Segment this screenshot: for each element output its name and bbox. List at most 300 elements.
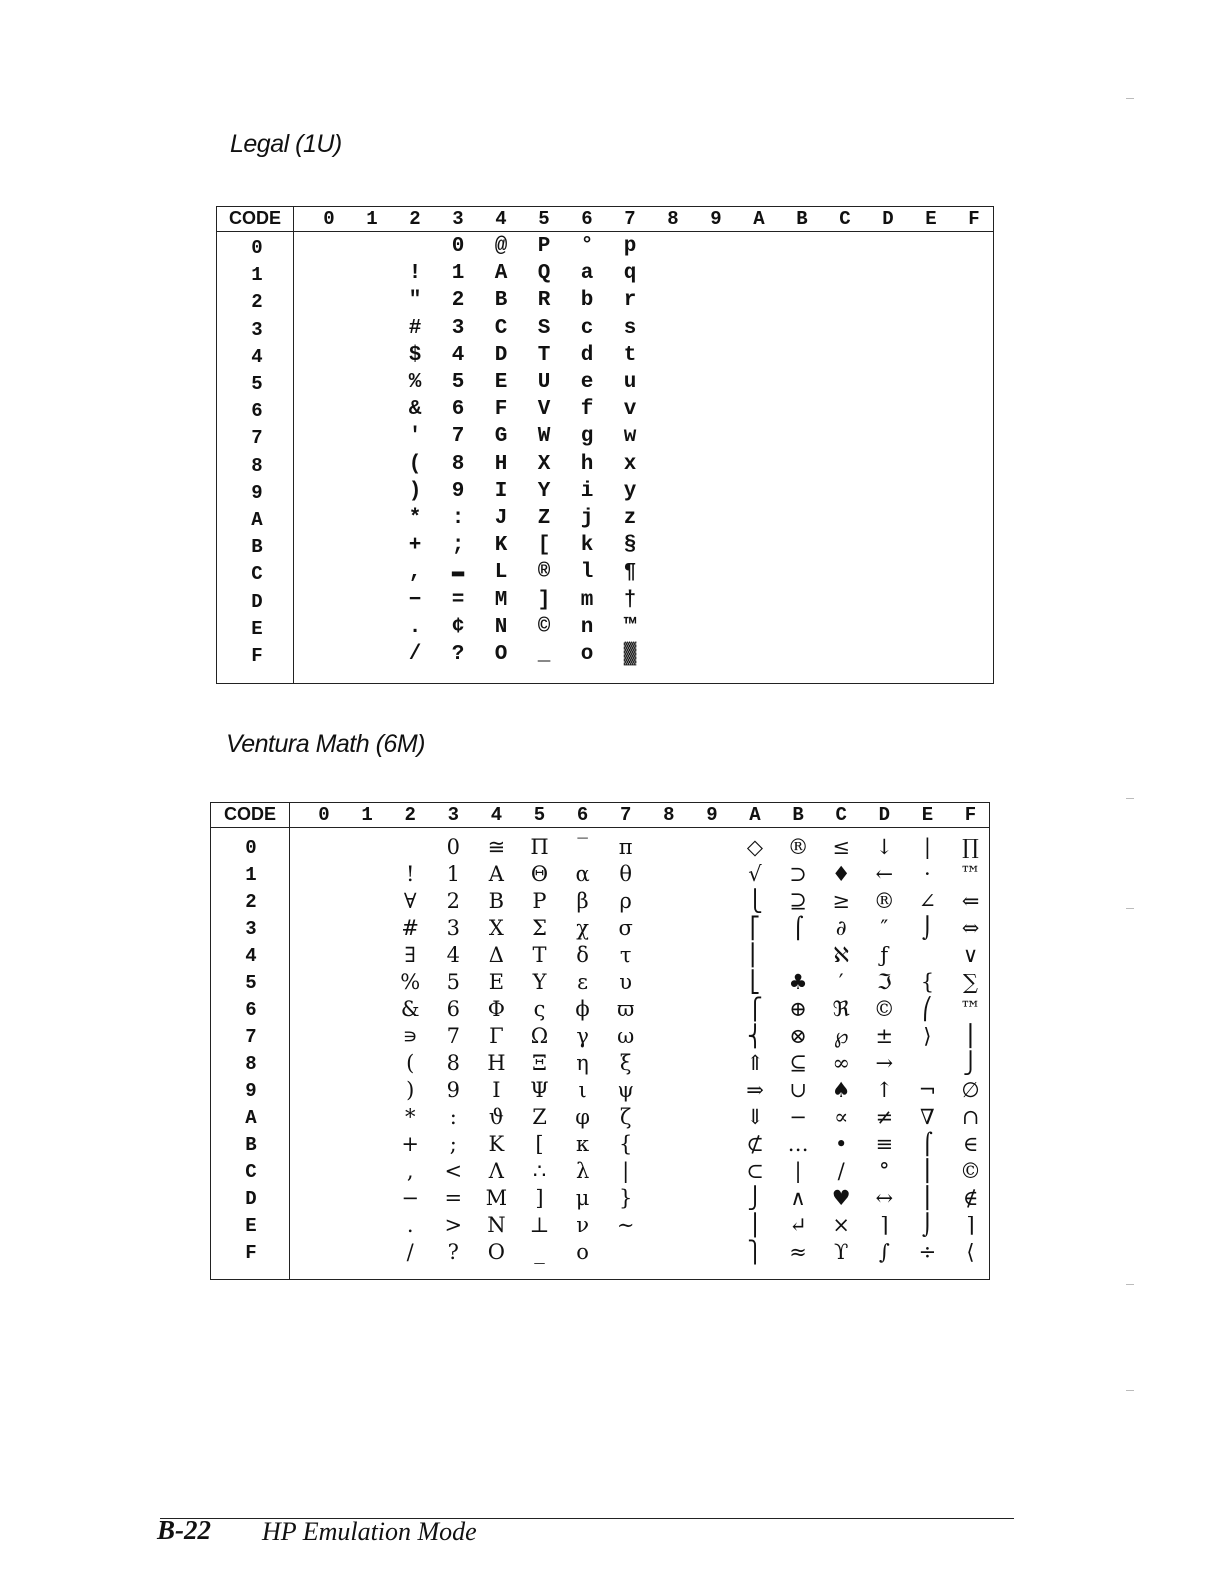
- character-cell: Ν: [487, 1213, 506, 1237]
- character-cell: ©: [873, 997, 895, 1021]
- character-cell: ⊃: [789, 862, 807, 886]
- character-cell: Ψ: [530, 1078, 549, 1102]
- character-cell: ℵ: [833, 943, 850, 967]
- character-cell: ρ: [619, 889, 632, 913]
- row-header: 7: [245, 1026, 257, 1048]
- character-cell: ↔: [875, 1186, 894, 1210]
- character-cell: c: [580, 316, 594, 340]
- column-header: 7: [619, 804, 632, 826]
- row-header: 3: [251, 318, 263, 341]
- character-cell: ⎨: [747, 1024, 763, 1048]
- character-cell: P: [537, 235, 551, 258]
- character-cell: ⊆: [789, 1051, 807, 1075]
- character-cell: 7: [451, 425, 465, 449]
- column-header: 8: [663, 804, 675, 826]
- row-header: 3: [245, 918, 257, 940]
- column-header: B: [796, 208, 808, 230]
- character-cell: +: [401, 1132, 419, 1156]
- character-cell: %: [408, 371, 422, 394]
- character-cell: ⇑: [746, 1051, 764, 1075]
- character-cell: ¶: [623, 561, 637, 585]
- character-cell: ∪: [789, 1078, 807, 1102]
- character-cell: •: [834, 1132, 848, 1156]
- character-cell: %: [400, 970, 421, 994]
- row-header: 1: [245, 864, 257, 886]
- character-cell: k: [580, 534, 594, 558]
- character-cell: H: [494, 452, 508, 476]
- character-cell: ⌡: [921, 1213, 933, 1237]
- character-cell: Ξ: [532, 1051, 547, 1075]
- character-cell: A: [494, 262, 508, 286]
- character-cell: L: [494, 561, 508, 585]
- character-cell: ™: [623, 615, 637, 639]
- character-cell: Η: [487, 1051, 506, 1075]
- character-cell: α: [575, 862, 590, 886]
- footer-title: HP Emulation Mode: [262, 1517, 477, 1546]
- character-cell: δ: [576, 943, 589, 967]
- row-header: E: [245, 1215, 257, 1237]
- character-cell: ⎛: [922, 997, 933, 1021]
- character-cell: →: [875, 1051, 894, 1075]
- row-header: C: [251, 563, 263, 586]
- character-cell: ℑ: [876, 970, 892, 994]
- scan-margin-mark: [1126, 1390, 1134, 1391]
- code-label: CODE: [228, 208, 281, 228]
- column-header: D: [878, 804, 890, 826]
- character-cell: y: [623, 479, 637, 503]
- character-cell: ι: [578, 1078, 587, 1102]
- column-header: 4: [490, 804, 503, 826]
- character-cell: ∍: [402, 1024, 418, 1048]
- character-cell: _: [537, 643, 551, 666]
- character-cell: :: [451, 507, 465, 530]
- character-cell: 7: [446, 1024, 460, 1048]
- character-cell: Y: [537, 479, 551, 503]
- character-cell: ⇔: [961, 916, 980, 940]
- character-cell: ↓: [875, 835, 894, 859]
- character-cell: ∞: [832, 1051, 850, 1075]
- character-cell: ″: [880, 916, 889, 940]
- row-header: D: [251, 590, 263, 613]
- character-cell: Δ: [488, 943, 504, 967]
- character-cell: d: [580, 343, 594, 367]
- character-cell: ∀: [403, 889, 417, 913]
- character-cell: !: [408, 262, 422, 286]
- character-cell: Ι: [492, 1078, 501, 1102]
- character-cell: υ: [619, 970, 633, 994]
- character-cell: ↵: [789, 1213, 807, 1237]
- column-header: 6: [581, 208, 593, 230]
- character-cell: ℜ: [832, 997, 850, 1021]
- character-cell: R: [537, 289, 551, 313]
- footer-page-number: B-22: [157, 1515, 211, 1545]
- character-cell: ∫: [878, 1240, 890, 1264]
- character-cell: 8: [446, 1051, 460, 1075]
- code-label: CODE: [223, 804, 276, 824]
- character-cell: ·: [924, 862, 931, 886]
- character-cell: §: [623, 534, 637, 558]
- character-cell: σ: [618, 916, 633, 940]
- character-cell: ⊥: [529, 1213, 550, 1237]
- character-cell: ≡: [875, 1132, 894, 1156]
- character-cell: i: [580, 479, 594, 503]
- row-header: F: [251, 645, 263, 667]
- character-cell: m: [580, 588, 594, 612]
- character-cell: ς: [533, 997, 546, 1021]
- character-cell: ®: [537, 561, 551, 585]
- column-header: F: [964, 804, 977, 826]
- row-header: F: [245, 1242, 257, 1264]
- character-cell: ⌉: [880, 1213, 889, 1237]
- character-cell: ⌡: [921, 916, 933, 940]
- character-cell: 1: [446, 862, 460, 886]
- character-cell: }: [619, 1186, 633, 1210]
- character-cell: a: [580, 262, 594, 286]
- character-cell: π: [618, 835, 633, 859]
- character-cell: 3: [446, 916, 460, 940]
- character-cell: ξ: [619, 1051, 632, 1075]
- character-cell: ▓: [623, 643, 637, 666]
- row-header: 5: [251, 373, 263, 395]
- character-cell: χ: [576, 916, 589, 940]
- row-header: 5: [245, 972, 257, 994]
- character-cell: (: [406, 1051, 415, 1075]
- character-cell: …: [787, 1132, 809, 1156]
- character-cell: ⎢: [749, 943, 761, 967]
- character-cell: ⊕: [789, 997, 807, 1021]
- character-cell: Ε: [488, 970, 505, 994]
- character-cell: Φ: [487, 997, 505, 1021]
- column-header: 9: [710, 208, 722, 230]
- character-cell: ∝: [834, 1105, 849, 1129]
- character-cell: S: [537, 316, 551, 340]
- character-cell: η: [576, 1051, 589, 1075]
- character-cell: ±: [875, 1024, 894, 1048]
- character-cell: b: [580, 289, 594, 313]
- column-header: D: [882, 208, 894, 230]
- character-cell: ƒ: [880, 943, 889, 967]
- character-cell: ⊗: [789, 1024, 807, 1048]
- character-cell: θ: [619, 862, 633, 886]
- character-cell: Γ: [489, 1024, 504, 1048]
- row-header: 6: [245, 999, 257, 1021]
- character-cell: ⟨: [966, 1240, 975, 1264]
- character-cell: s: [623, 316, 637, 340]
- character-cell: !: [405, 862, 415, 886]
- character-cell: ψ: [617, 1078, 634, 1102]
- column-header: 3: [452, 208, 464, 230]
- row-header: 2: [245, 891, 257, 913]
- column-header: C: [839, 208, 851, 230]
- row-header: 4: [251, 345, 263, 368]
- character-cell: ,: [408, 561, 422, 585]
- row-header: 9: [245, 1080, 257, 1102]
- character-cell: K: [494, 534, 508, 558]
- character-cell: ⎩: [747, 889, 763, 913]
- character-cell: ♠: [831, 1078, 851, 1102]
- character-table-ventura-math: [210, 802, 990, 1280]
- character-cell: Θ: [530, 862, 549, 886]
- character-cell: &: [408, 398, 422, 422]
- character-cell: ζ: [619, 1105, 632, 1129]
- row-header: 8: [251, 454, 263, 477]
- character-cell: ≅: [487, 835, 506, 859]
- scan-margin-mark: [1126, 1284, 1134, 1285]
- character-cell: ): [408, 479, 422, 503]
- character-cell: ⊄: [746, 1132, 764, 1156]
- character-cell: (: [408, 452, 422, 476]
- row-header: 2: [251, 291, 263, 314]
- character-cell: Π: [530, 835, 549, 859]
- character-cell: ∴: [532, 1159, 547, 1183]
- row-header: E: [251, 617, 263, 640]
- column-header: 2: [404, 804, 416, 826]
- character-cell: B: [494, 289, 508, 313]
- character-cell: −: [401, 1186, 419, 1210]
- character-cell: I: [494, 479, 508, 503]
- character-cell: −: [408, 588, 422, 612]
- character-cell: ⎭: [747, 1186, 763, 1210]
- character-cell: C: [494, 316, 508, 340]
- character-cell: ∂: [835, 916, 847, 940]
- character-cell: X: [537, 452, 551, 476]
- character-cell: #: [401, 916, 419, 940]
- character-cell: κ: [576, 1132, 590, 1156]
- character-cell: ¬: [918, 1078, 937, 1102]
- scan-margin-mark: [1126, 908, 1134, 909]
- character-cell: ⇐: [961, 889, 980, 913]
- character-cell: ©: [960, 1159, 981, 1183]
- column-header: 4: [495, 208, 507, 230]
- character-cell: ♦: [831, 862, 851, 886]
- character-cell: ⎡: [749, 916, 761, 940]
- character-cell: 0: [446, 835, 460, 859]
- character-cell: N: [494, 615, 508, 639]
- row-header: 8: [245, 1053, 257, 1075]
- character-cell: x: [623, 452, 637, 476]
- code-column-separator: [293, 207, 294, 683]
- row-header: B: [251, 536, 263, 559]
- character-cell: ∨: [962, 943, 979, 967]
- character-cell: /: [408, 643, 422, 666]
- character-cell: γ: [576, 1024, 589, 1048]
- character-cell: ∈: [962, 1132, 979, 1156]
- column-header: 5: [533, 804, 546, 826]
- character-cell: Ω: [530, 1024, 549, 1048]
- character-cell: #: [408, 316, 422, 340]
- character-cell: ÷: [918, 1240, 937, 1264]
- character-cell: Ρ: [532, 889, 547, 913]
- character-cell: ∅: [961, 1078, 980, 1102]
- character-cell: {: [619, 1132, 633, 1156]
- character-cell: w: [623, 425, 637, 449]
- character-cell: ϒ: [833, 1240, 849, 1264]
- character-cell: ϖ: [617, 997, 635, 1021]
- character-cell: Α: [488, 862, 504, 886]
- character-cell: 2: [446, 889, 460, 913]
- character-cell: ⎣: [749, 970, 761, 994]
- character-cell: λ: [575, 1159, 590, 1183]
- character-cell: E: [494, 371, 508, 394]
- character-cell: ⎮: [921, 1186, 933, 1210]
- character-cell: °: [879, 1159, 890, 1183]
- column-header: E: [925, 208, 937, 230]
- character-cell: q: [623, 262, 637, 286]
- character-cell: n: [580, 615, 594, 639]
- character-cell: M: [494, 588, 508, 612]
- character-cell: :: [449, 1105, 457, 1129]
- character-cell: ′: [408, 425, 422, 449]
- character-cell: ←: [875, 862, 894, 886]
- character-cell: 0: [451, 235, 465, 258]
- character-cell: *: [408, 507, 422, 530]
- character-cell: ≈: [789, 1240, 807, 1264]
- character-cell: ″: [408, 289, 422, 313]
- character-cell: °: [580, 235, 594, 258]
- character-cell: ν: [576, 1213, 589, 1237]
- character-cell: h: [580, 452, 594, 476]
- character-cell: /: [406, 1240, 414, 1264]
- character-cell: ⌉: [966, 1213, 975, 1237]
- character-cell: ∧: [790, 1186, 806, 1210]
- column-header: 1: [366, 208, 378, 230]
- character-cell: ⊇: [789, 889, 807, 913]
- row-header: 1: [251, 264, 263, 287]
- character-cell: z: [623, 507, 637, 530]
- character-cell: =: [451, 588, 465, 612]
- character-cell: &: [400, 997, 420, 1021]
- character-cell: ©: [537, 615, 551, 639]
- character-cell: ⇒: [746, 1078, 764, 1102]
- character-cell: Τ: [532, 943, 547, 967]
- column-header: 8: [667, 208, 679, 230]
- code-column-separator: [289, 803, 290, 1279]
- character-cell: ]: [537, 588, 551, 612]
- column-header: A: [749, 804, 761, 826]
- character-cell: Ζ: [532, 1105, 547, 1129]
- character-cell: ο: [576, 1240, 589, 1264]
- character-cell: ,: [406, 1159, 414, 1183]
- character-cell: ?: [451, 643, 465, 666]
- row-header: 7: [251, 427, 263, 450]
- character-cell: f: [580, 398, 594, 422]
- column-header: 0: [323, 208, 335, 230]
- row-header: 4: [245, 945, 257, 967]
- character-cell: O: [494, 643, 508, 666]
- character-cell: |: [923, 835, 931, 859]
- row-header: C: [245, 1161, 257, 1183]
- character-cell: U: [537, 371, 551, 394]
- column-header: 5: [538, 208, 550, 230]
- character-cell: ™: [960, 862, 981, 886]
- character-cell: j: [580, 507, 594, 530]
- character-cell: 4: [446, 943, 460, 967]
- column-header: 6: [576, 804, 589, 826]
- character-cell: ⊂: [746, 1159, 764, 1183]
- character-cell: ω: [617, 1024, 635, 1048]
- column-header: A: [753, 208, 765, 230]
- character-cell: ∏: [962, 835, 979, 859]
- column-header: 2: [409, 208, 421, 230]
- character-cell: p: [623, 235, 637, 258]
- column-header: 9: [706, 804, 718, 826]
- character-cell: ≥: [832, 889, 850, 913]
- character-cell: ⎪: [747, 1213, 763, 1237]
- character-cell: ∼: [616, 1213, 635, 1237]
- character-cell: ∇: [920, 1105, 935, 1129]
- row-header: A: [251, 509, 263, 531]
- character-cell: ♥: [831, 1186, 851, 1210]
- character-cell: 6: [451, 398, 465, 422]
- character-cell: ⌠: [792, 916, 804, 940]
- character-cell: ⇓: [746, 1105, 764, 1129]
- character-cell: $: [408, 343, 422, 367]
- section-title-ventura-math: Ventura Math (6M): [226, 730, 425, 758]
- character-cell: o: [580, 643, 594, 666]
- character-cell: 3: [451, 316, 465, 340]
- character-cell: ⎭: [962, 1051, 979, 1075]
- row-header: 0: [245, 837, 257, 859]
- character-cell: @: [494, 235, 508, 258]
- character-cell: ∑: [963, 970, 978, 994]
- character-cell: −: [789, 1105, 807, 1129]
- character-cell: Μ: [485, 1186, 508, 1210]
- row-header: 9: [251, 481, 263, 504]
- character-cell: +: [408, 534, 422, 558]
- character-cell: ↑: [875, 1078, 894, 1102]
- character-cell: ∉: [962, 1186, 979, 1210]
- character-cell: ⎧: [747, 997, 763, 1021]
- character-cell: <: [444, 1159, 463, 1183]
- character-cell: ]: [535, 1186, 544, 1210]
- character-cell: ≤: [832, 835, 850, 859]
- character-cell: ×: [832, 1213, 850, 1237]
- character-cell: μ: [575, 1186, 590, 1210]
- column-header: 0: [318, 804, 330, 826]
- character-cell: ε: [577, 970, 589, 994]
- character-cell: Λ: [488, 1159, 504, 1183]
- character-cell: ◇: [746, 835, 764, 859]
- character-cell: ∠: [918, 889, 937, 913]
- character-cell: v: [623, 398, 637, 422]
- character-cell: ∩: [961, 1105, 980, 1129]
- character-cell: F: [494, 398, 508, 422]
- character-cell: Ο: [487, 1240, 505, 1264]
- character-cell: e: [580, 371, 594, 394]
- character-cell: ¢: [451, 615, 465, 639]
- character-cell: 5: [446, 970, 460, 994]
- row-header: D: [245, 1188, 257, 1210]
- character-cell: 9: [451, 479, 465, 503]
- character-cell: ;: [449, 1132, 457, 1156]
- character-cell: ⎮: [921, 1159, 933, 1183]
- character-cell: |: [622, 1159, 630, 1183]
- scan-margin-mark: [1126, 98, 1134, 99]
- row-header: 6: [251, 400, 263, 423]
- character-cell: ⎫: [747, 1240, 763, 1264]
- character-cell: Χ: [488, 916, 504, 940]
- character-cell: V: [537, 398, 551, 422]
- character-cell: ⟩: [923, 1024, 932, 1048]
- character-cell: 5: [451, 371, 465, 394]
- character-cell: _: [534, 1240, 545, 1264]
- character-cell: l: [580, 561, 594, 585]
- character-cell: g: [580, 425, 594, 449]
- character-cell: G: [494, 425, 508, 449]
- column-header: 3: [447, 804, 459, 826]
- character-cell: 2: [451, 289, 465, 313]
- column-header: E: [921, 804, 934, 826]
